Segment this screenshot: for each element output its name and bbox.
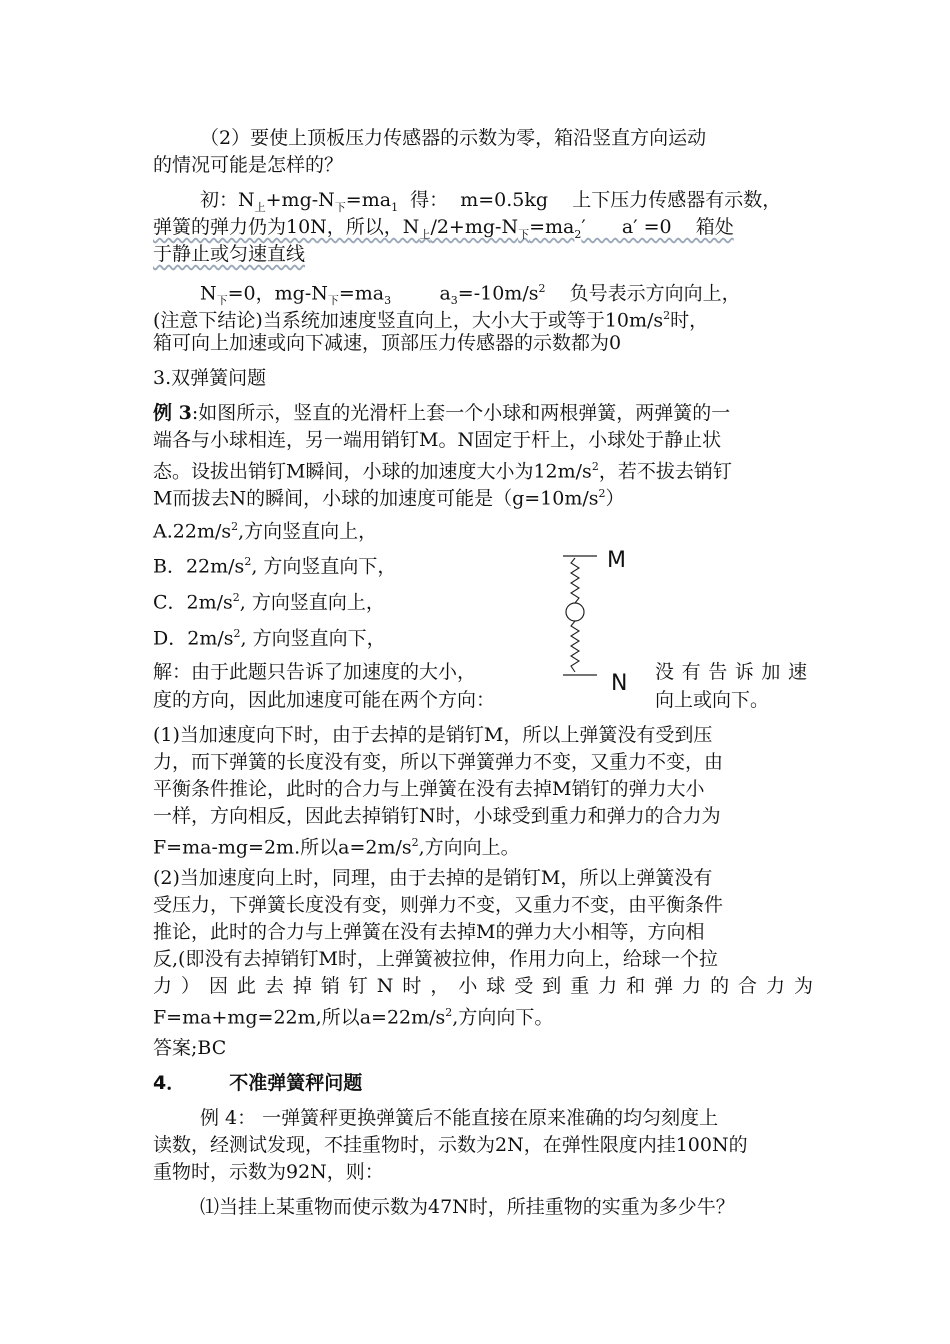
text-line: 一样，方向相反，因此去掉销钉N时，小球受到重力和弹力的合力为 [153, 805, 721, 827]
text-line: F=ma+mg=22m,所以$a=22m/s^2$,方向向下。 [153, 1006, 554, 1029]
text-line: 初：$N_上+mg-N_下=ma_1$ 得： m=0.5kg 上下压力传感器有示数， [200, 189, 782, 214]
option-c: C．$2m/s^2$, 方向竖直向上， [153, 591, 385, 614]
text-line: 例 3:如图所示，竖直的光滑杆上套一个小球和两根弹簧，两弹簧的一 [153, 402, 731, 424]
answer-line: 答案;BC [153, 1037, 227, 1059]
text-line: (注意下结论)当系统加速度竖直向上，大小大于或等于$10m/s^2$时， [153, 309, 709, 332]
example-label: 例 3 [153, 402, 192, 424]
text-line: 箱可向上加速或向下减速，顶部压力传感器的示数都为0 [153, 332, 622, 354]
text-line: 向上或向下。 [655, 689, 770, 711]
option-d: D．$2m/s^2$, 方向竖直向下， [153, 627, 386, 650]
option-b: B．$22m/s^2$, 方向竖直向下， [153, 555, 397, 578]
underlined-text: 于静止或匀速直线 [153, 243, 306, 265]
text-line: F=ma-mg=2m.所以$a=2m/s^2$,方向向上。 [153, 836, 520, 859]
text-line: 反,(即没有去掉销钉M时，上弹簧被拉伸，作用力向上，给球一个拉 [153, 948, 718, 970]
text-line: 重物时，示数为92N，则： [153, 1161, 384, 1183]
text-line: 端各与小球相连，另一端用销钉M。N固定于杆上，小球处于静止状 [153, 429, 722, 451]
text-line: M而拔去N的瞬间，小球的加速度可能是$(g=10m/s^2)$ [153, 487, 625, 510]
text-line: $N_下=0$，$mg-N_下=ma_3$ $a_3=-10m/s^2$ 负号表示方向向上， [200, 282, 741, 308]
ball [566, 603, 584, 621]
text-line [153, 240, 813, 268]
text-line: 例 4： 一弹簧秤更换弹簧后不能直接在原来准确的均匀刻度上 [200, 1107, 719, 1129]
option-a: $A.22m/s^2$,方向竖直向上， [153, 520, 378, 543]
question-line: ⑴当挂上某重物而使示数为47N时，所挂重物的实重为多少牛？ [200, 1196, 735, 1218]
example-label: 例 4： [200, 1107, 257, 1129]
text-line: (2)当加速度向上时，同理，由于去掉的是销钉M，所以上弹簧没有 [153, 867, 713, 889]
text-line: 受压力，下弹簧长度没有变，则弹力不变，又重力不变，由平衡条件 [153, 894, 724, 916]
text-line: 态。设拔出销钉M瞬间，小球的加速度大小为$12m/s^2$，若不拔去销钉 [153, 460, 732, 483]
text-line: 推论，此时的合力与上弹簧在没有去掉M的弹力大小相等，方向相 [153, 921, 705, 943]
text-line: （2）要使上顶板压力传感器的示数为零，箱沿竖直方向运动 [200, 127, 707, 149]
text-line: 度的方向，因此加速度可能在两个方向： [153, 689, 496, 711]
label-m: M [607, 548, 626, 573]
text-line: 力）因此去掉销钉N时，小球受到重力和弹力的合力为 [153, 975, 813, 997]
text-line: 解：由于此题只告诉了加速度的大小， [153, 661, 477, 683]
section-heading: 3.双弹簧问题 [153, 367, 267, 389]
text-line: 没有告诉加速 [655, 661, 807, 683]
text-line: 平衡条件推论，此时的合力与上弹簧在没有去掉M销钉的弹力大小 [153, 778, 705, 800]
upper-spring [571, 558, 579, 603]
spring-figure [555, 548, 635, 698]
text-line: 的情况可能是怎样的？ [153, 154, 344, 176]
underlined-text: 弹簧的弹力仍为10N，所以，$N_上/2+mg-N_下=ma_2'$ a′ =0 箱处 [153, 216, 734, 241]
text-line: 读数，经测试发现，不挂重物时，示数为2N，在弹性限度内挂100N的 [153, 1134, 748, 1156]
label-n: N [611, 671, 628, 696]
text-line: 力，而下弹簧的长度没有变，所以下弹簧弹力不变，又重力不变，由 [153, 751, 724, 773]
section-heading: 4． 不准弹簧秤问题 [153, 1072, 363, 1094]
text-line: (1)当加速度向下时，由于去掉的是销钉M，所以上弹簧没有受到压 [153, 724, 713, 746]
lower-spring [571, 621, 579, 672]
